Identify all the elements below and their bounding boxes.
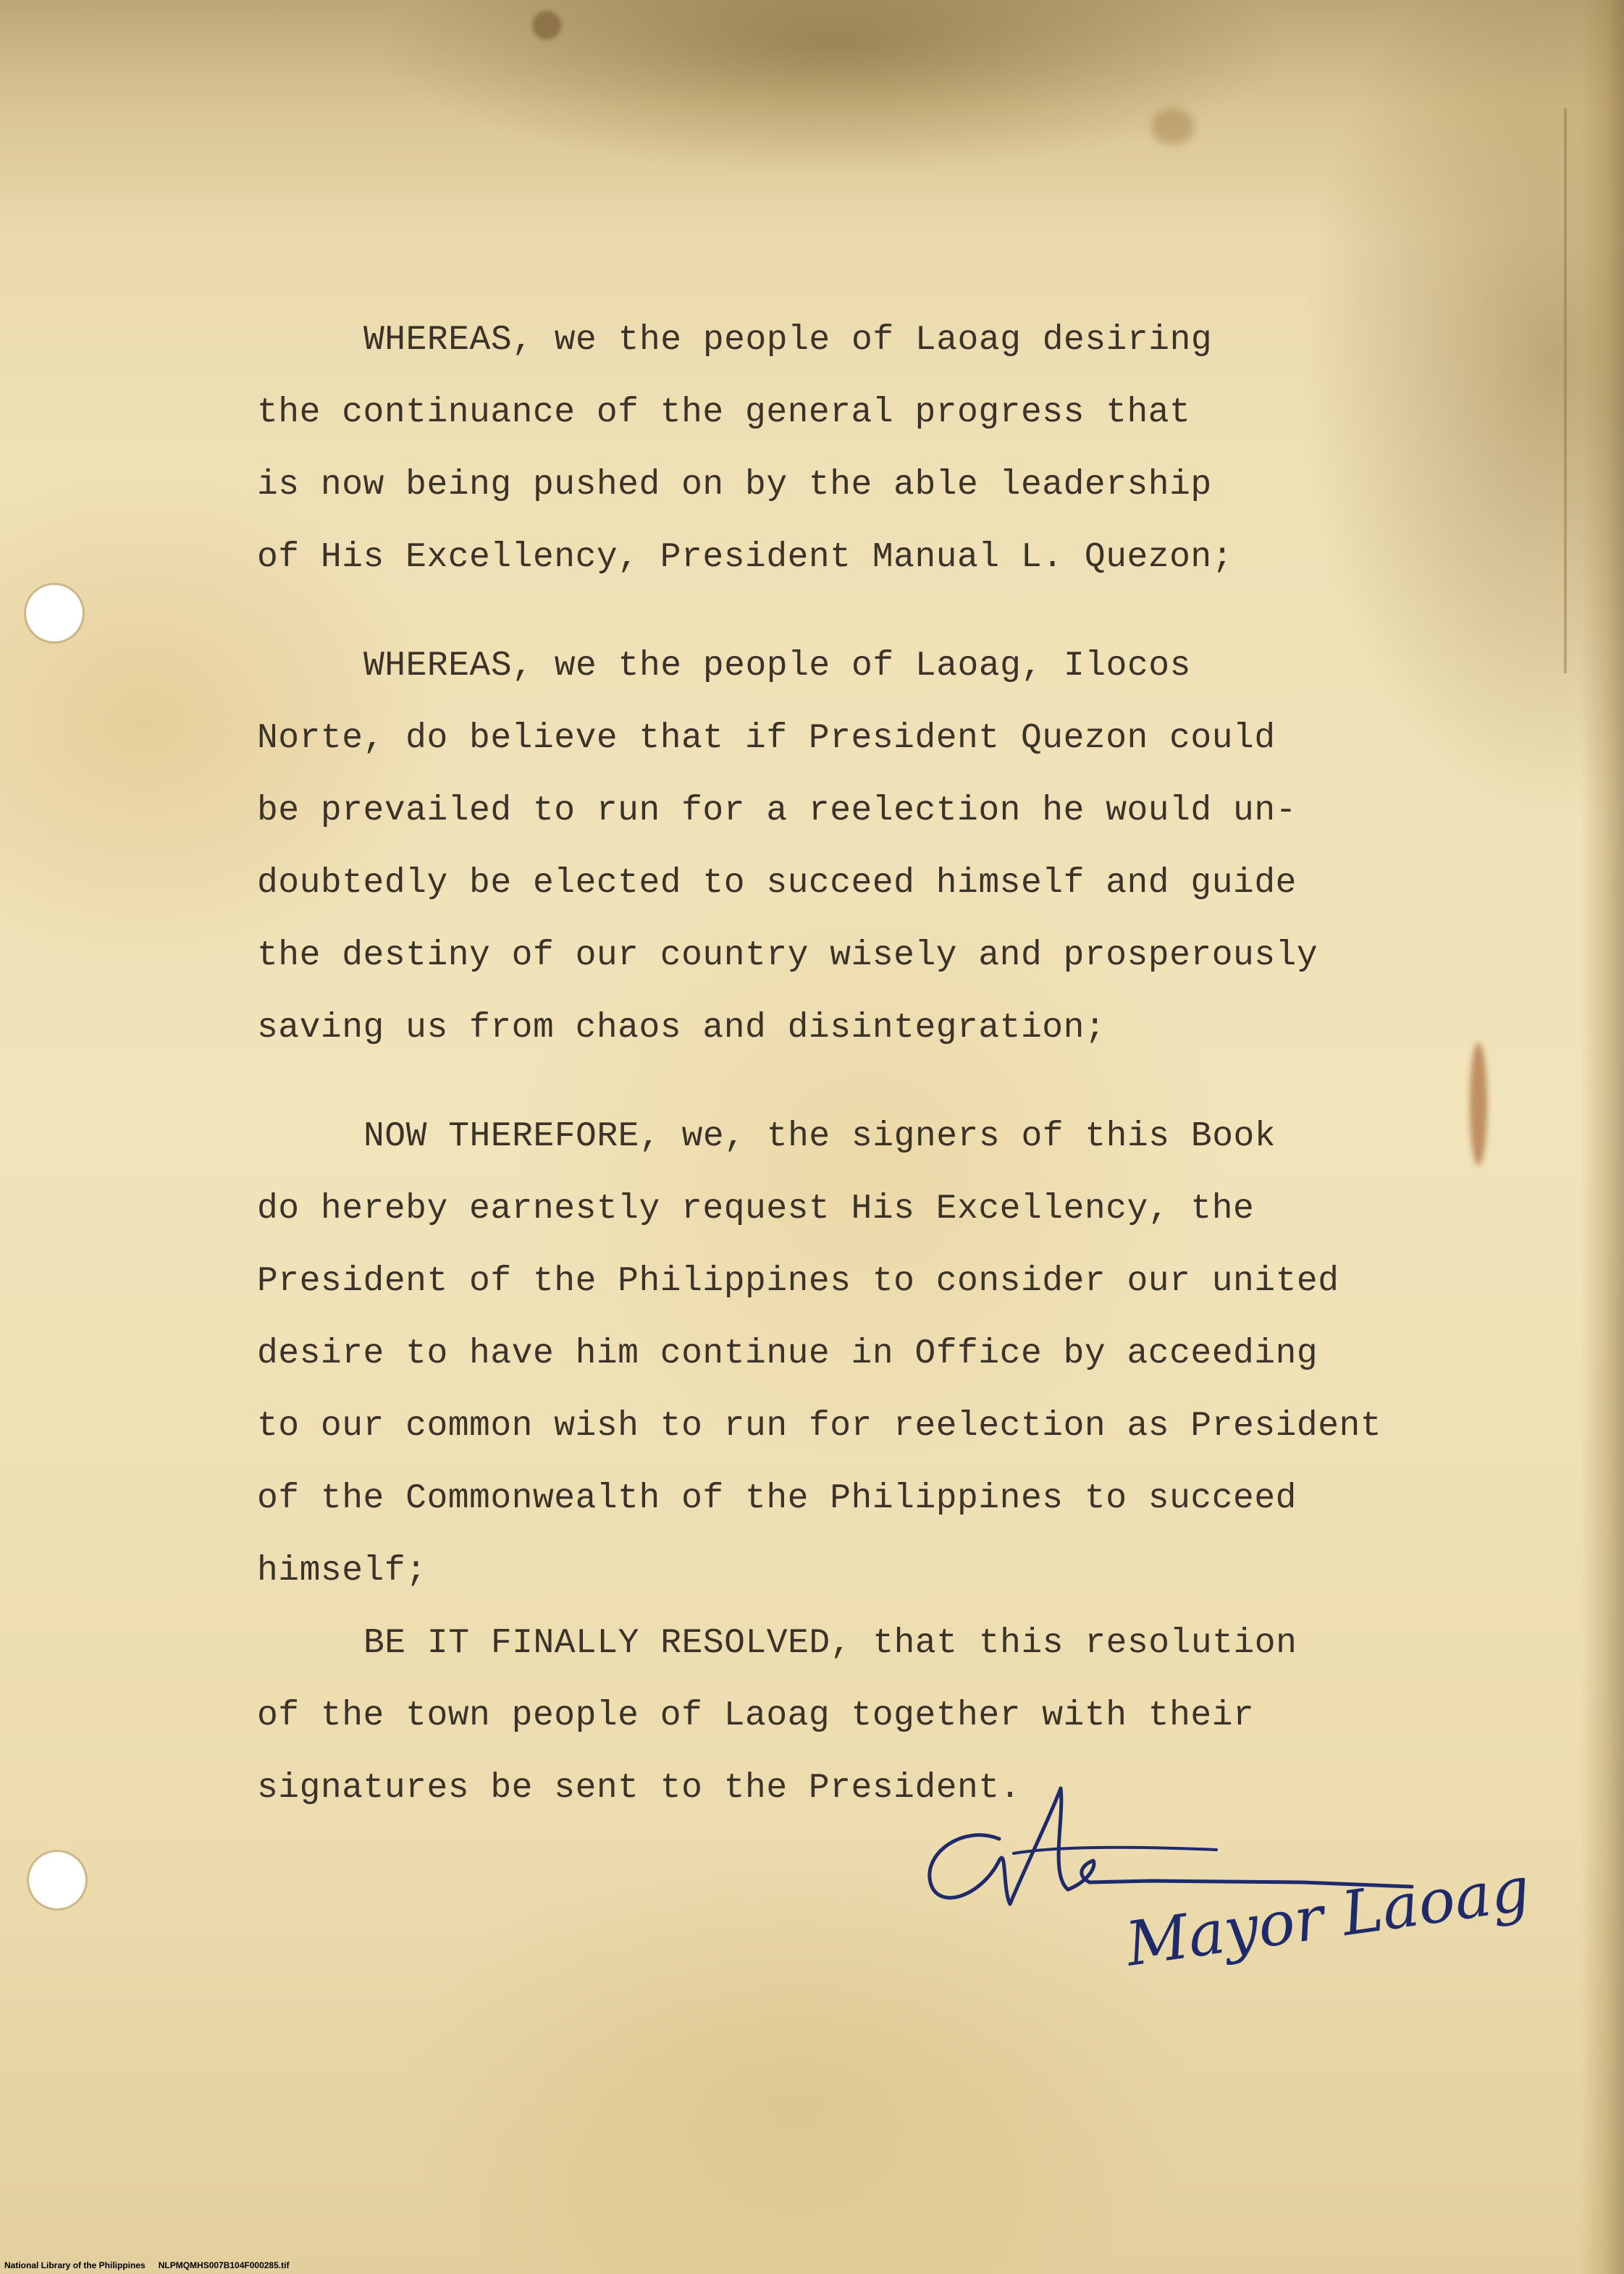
footer-file-id: NLPMQMHS007B104F000285.tif [158,2260,290,2270]
text-line: WHEREAS, we the people of Laoag desiring [363,321,1213,360]
text-line: is now being pushed on by the able leadership [257,466,1212,505]
dirt-spot [532,11,561,40]
text-line: NOW THEREFORE, we, the signers of this Book [363,1117,1276,1156]
text-line: be prevailed to run for a reelection he would un- [257,791,1297,830]
signature-caption: Mayor Laoag [1122,1853,1534,1980]
signature-stroke [1014,1848,1216,1853]
paragraph-whereas-1 [257,304,1233,594]
text-line: desire to have him continue in Office by acceeding [257,1334,1318,1373]
mayor-signature [912,1774,1593,2020]
paper-fold-line [1564,109,1567,673]
text-line: himself; [257,1551,427,1591]
punch-hole [26,585,83,641]
archive-footer [4,2260,302,2270]
text-line: BE IT FINALLY RESOLVED, that this resolution [363,1624,1297,1663]
paragraph-now-therefore [257,1100,1381,1607]
text-line: President of the Philippines to consider our united [257,1262,1339,1301]
text-line: the continuance of the general progress that [257,393,1191,432]
text-line: of the town people of Laoag together with their [257,1696,1255,1735]
text-line: to our common wish to run for reelection as President [257,1407,1382,1446]
punch-hole [29,1852,85,1908]
text-line: doubtedly be elected to succeed himself and guide [257,864,1297,903]
dirt-spot [1151,109,1195,145]
text-line: Norte, do believe that if President Quezon could [257,719,1276,758]
text-line: the destiny of our country wisely and prosperously [257,936,1318,975]
rust-stain [1470,1043,1487,1166]
text-line: of His Excellency, President Manual L. Quezon; [257,538,1234,577]
paragraph-whereas-2 [257,630,1318,1064]
text-line: of the Commonwealth of the Philippines to succeed [257,1479,1297,1518]
footer-institution: National Library of the Philippines [4,2260,146,2270]
text-line: signatures be sent to the President. [257,1769,1021,1808]
text-line: saving us from chaos and disintegration; [257,1008,1106,1048]
text-line: do hereby earnestly request His Excellency, the [257,1189,1255,1229]
text-line: WHEREAS, we the people of Laoag, Ilocos [363,647,1191,686]
paper-crease-shadow [0,0,1624,239]
